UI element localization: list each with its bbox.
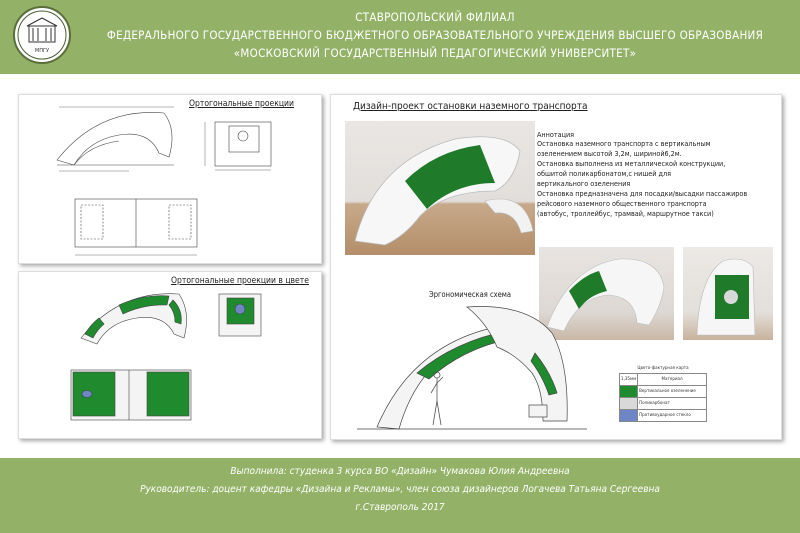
model-photo-main [345, 121, 535, 255]
header-line-3: «МОСКОВСКИЙ ГОСУДАРСТВЕННЫЙ ПЕДАГОГИЧЕСКИЙ УНИВЕРСИТЕТ» [233, 46, 637, 60]
footer-author: Выполнила: студенка 3 курса ВО «Дизайн» Чумакова Юлия Андреевна [230, 466, 570, 477]
footer-city-year: г.Ставрополь 2017 [355, 502, 445, 513]
color-texture-legend [619, 366, 707, 422]
svg-text:МПГУ: МПГУ [34, 48, 50, 54]
model-photo-3 [683, 247, 773, 340]
legend-label-glass: Противоударное стекло [638, 410, 707, 422]
ergo-title: Эргономическая схема [429, 290, 512, 299]
design-sheet [330, 94, 782, 440]
header-line-2: ФЕДЕРАЛЬНОГО ГОСУДАРСТВЕННОГО БЮДЖЕТНОГО ОБРАЗОВАТЕЛЬНОГО УЧРЕЖДЕНИЯ ВЫСШЕГО ОБРАЗОВАНИЯ [106, 28, 764, 42]
annotation-line-4: обшитой поликарбонатом,с нишей для [537, 169, 671, 178]
university-logo [13, 6, 71, 64]
ergonomic-drawing [337, 290, 637, 439]
footer-supervisor: Руководитель: доцент кафедры «Дизайна и Рекламы», член союза дизайнеров Логачева Татьяна Сергеевна [140, 484, 660, 495]
ortho-sheet [18, 94, 322, 264]
annotation-line-5: вертикального озеленения [537, 179, 631, 188]
annotation-line-2: озеленением высотой 3,2м, шириной6,2м. [537, 149, 682, 158]
header [0, 0, 800, 72]
ortho-color-drawing [19, 272, 321, 438]
legend-swatch-green [620, 386, 638, 398]
ortho-color-title: Ортогональные проекции в цвете [171, 276, 309, 286]
annotation-line-1: Остановка наземного транспорта с вертикальным [537, 139, 711, 148]
legend-swatch-glass [620, 410, 638, 422]
legend-header-size: 1,35мм [620, 374, 638, 386]
ortho-color-sheet [18, 271, 322, 439]
legend-header-material: Материал [638, 374, 707, 386]
legend-swatch-polycarbonate [620, 398, 638, 410]
legend-title: Цвето-фактурная карта [637, 366, 689, 371]
footer [0, 458, 800, 533]
annotation-line-7: рейсового наземного общественного транспорта [537, 199, 707, 208]
legend-label-green: Вертикальное озеленение [638, 386, 707, 398]
header-line-1: СТАВРОПОЛЬСКИЙ ФИЛИАЛ [355, 10, 515, 24]
legend-label-polycarbonate: Поликарбонат [638, 398, 707, 410]
annotation-line-3: Остановка выполнена из металлической конструкции, [537, 159, 726, 168]
ortho-title: Ортогональные проекции [189, 99, 294, 109]
ortho-drawing [19, 95, 321, 263]
design-title: Дизайн-проект остановки наземного транспорта [353, 101, 588, 112]
annotation-line-6: Остановка предназначена для посадки/высадки пассажиров [537, 189, 748, 198]
annotation-line-8: (автобус, троллейбус, трамвай, маршрутное такси) [537, 209, 714, 218]
annotation-heading: Аннотация [537, 130, 575, 139]
